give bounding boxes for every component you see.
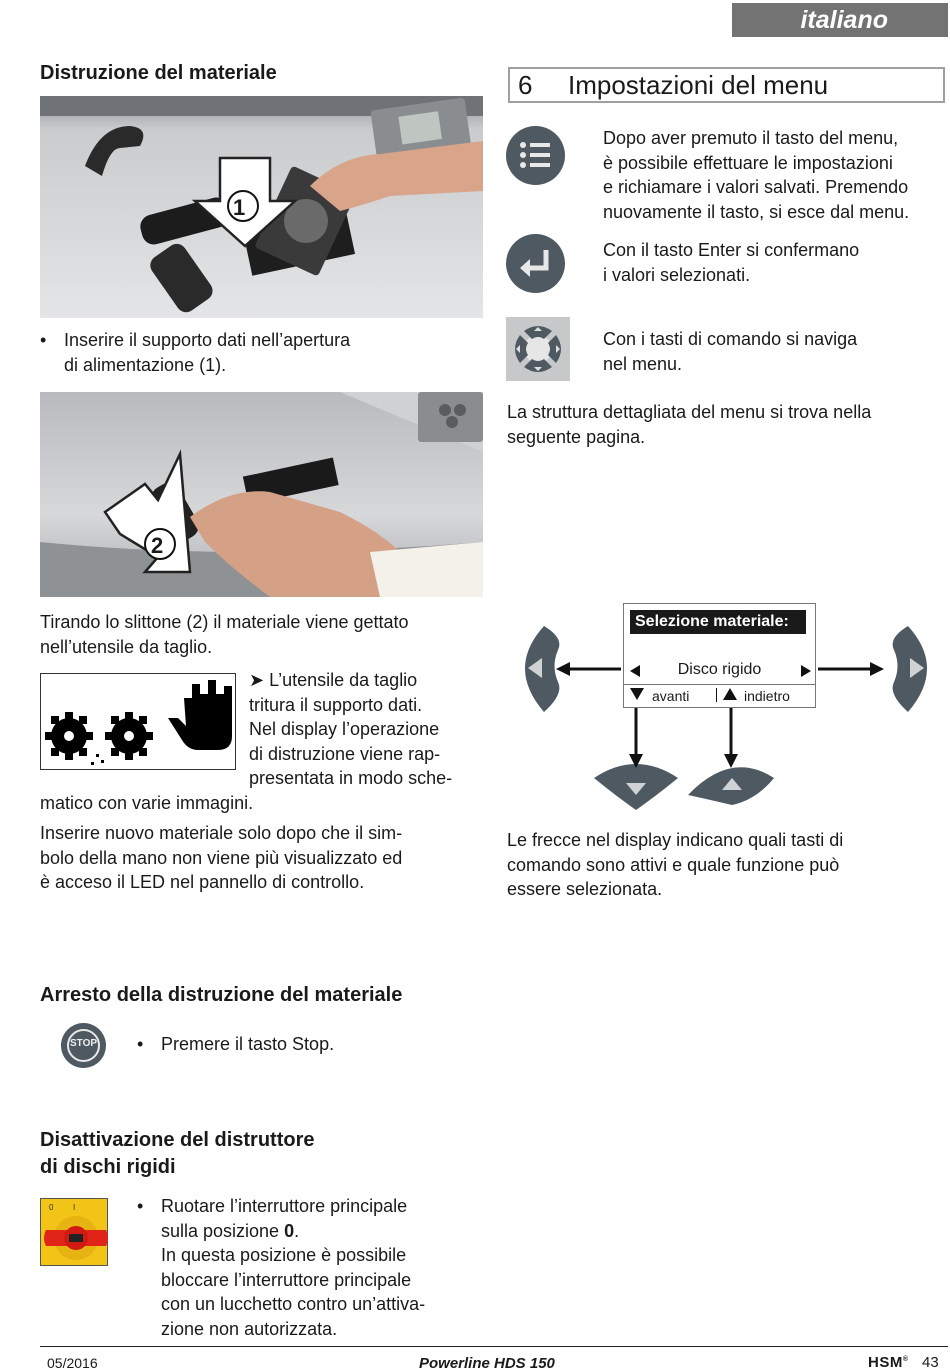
photo-pull-slider — [40, 392, 483, 597]
right-arrow-icon — [799, 665, 811, 677]
arrows-description-line: Le frecce nel display indicano quali tasti di — [507, 830, 844, 850]
bullet-switch-line2 — [161, 1219, 487, 1244]
photo2-marker: 2 — [151, 533, 164, 558]
heading-line1: Disattivazione del distruttore — [40, 1129, 315, 1151]
language-tab: italiano — [732, 3, 948, 37]
footer-product: Powerline HDS 150 — [419, 1355, 555, 1372]
bullet-insert-line2: di alimentazione (1). — [64, 354, 227, 375]
navigation-description-line: nel menu. — [603, 353, 683, 374]
paragraph-slider-line2: nell’utensile da taglio. — [40, 636, 213, 657]
bullet-insert-line1: Inserire il supporto dati nell’apertura — [64, 330, 351, 350]
switch-note-line: con un lucchetto contro un’attiva- — [161, 1294, 426, 1314]
arrows-description-line: essere selezionata. — [507, 879, 663, 899]
structure-note-line: La struttura dettagliata del menu si trova nella — [507, 402, 872, 422]
section-heading-deactivate — [40, 1127, 315, 1181]
lcd-title: Selezione materiale: — [630, 610, 806, 634]
menu-description-line: nuovamente il tasto, si esce dal menu. — [603, 201, 910, 222]
lcd-back-label: indietro — [744, 688, 790, 704]
up-arrow-icon — [723, 688, 737, 700]
enter-description-line: i valori selezionati. — [603, 264, 751, 285]
lcd-forward-label: avanti — [652, 688, 690, 704]
enter-button-icon — [506, 234, 565, 293]
footer-rule — [40, 1346, 948, 1347]
paragraph-new-material — [40, 821, 485, 895]
chapter-heading — [508, 67, 945, 103]
paragraph-line: bolo della mano non viene più visualizzato ed — [40, 847, 403, 868]
enter-description — [603, 238, 948, 287]
result-line: presentata in modo sche- — [249, 768, 453, 788]
footer-brand-logo: HSM® — [868, 1354, 909, 1371]
navigation-description-line: Con i tasti di comando si naviga — [603, 329, 858, 349]
menu-description-line: è possibile effettuare le impostazioni — [603, 152, 893, 173]
bullet-insert: • Inserire il supporto dati nell’apertura di alimentazione (1). — [40, 328, 480, 377]
result-line: Nel display l’operazione — [249, 719, 440, 739]
heading-line2: di dischi rigidi — [40, 1156, 176, 1178]
footer-date: 05/2016 — [47, 1355, 98, 1371]
down-arrow-icon — [630, 688, 644, 700]
bullet-switch-line2-text: sulla posizione — [161, 1220, 285, 1241]
photo1-marker: 1 — [233, 195, 246, 220]
section-heading-destruction: Distruzione del materiale — [40, 62, 277, 84]
bullet-switch-line2-end: . — [294, 1220, 300, 1241]
navigation-description — [603, 327, 948, 376]
result-line: di distruzione viene rap- — [249, 743, 441, 764]
arrows-description — [507, 828, 947, 902]
menu-description — [603, 126, 948, 224]
menu-button-icon — [506, 126, 565, 185]
main-switch-illustration — [40, 1198, 108, 1266]
arrows-description-line: comando sono attivi e quale funzione può — [507, 854, 840, 875]
paragraph-slider-line1: Tirando lo slittone (2) il materiale viene gettato — [40, 612, 409, 632]
navigation-pad-icon — [506, 317, 570, 381]
lcd-separator — [624, 684, 815, 685]
section-heading-stop: Arresto della distruzione del materiale — [40, 984, 403, 1006]
photo-insert-illustration — [40, 96, 483, 318]
menu-list-icon — [506, 126, 565, 185]
chapter-title: Impostazioni del menu — [568, 70, 829, 100]
result-line: tritura il supporto dati. — [249, 694, 423, 715]
chapter-number: 6 — [518, 70, 533, 100]
result-line: ➤ L’utensile da taglio — [249, 670, 418, 690]
paragraph-line: Inserire nuovo materiale solo dopo che il sim- — [40, 823, 403, 843]
stop-label: STOP — [69, 1038, 98, 1049]
switch-position-value: 0 — [284, 1220, 295, 1241]
stop-button-icon — [61, 1023, 106, 1068]
result-continuation: matico con varie immagini. — [40, 793, 254, 813]
switch-note-line: In questa posizione è possibile — [161, 1245, 407, 1265]
gear-hand-icon — [41, 674, 234, 768]
structure-note-line: seguente pagina. — [507, 426, 646, 447]
bullet-stop-text: Premere il tasto Stop. — [161, 1034, 335, 1054]
paragraph-slider — [40, 610, 485, 659]
main-switch-icon — [40, 1198, 108, 1266]
lcd-divider — [716, 688, 717, 702]
bullet-switch: • Ruotare l’interruttore principale sulla posizione 0. In questa posizione è possibile bloccare l’interruttore principale con un lucchetto contro un’attiva- zione non autorizzata. — [137, 1194, 487, 1341]
shredding-display-symbol — [40, 673, 236, 770]
switch-note-line: bloccare l’interruttore principale — [161, 1269, 412, 1290]
bullet-switch-line1: Ruotare l’interruttore principale — [161, 1196, 408, 1216]
svg-text:I: I — [73, 1203, 76, 1212]
lcd-display — [623, 603, 816, 708]
photo-slider-illustration — [40, 392, 483, 597]
enter-arrow-icon — [506, 234, 565, 293]
page-number: 43 — [922, 1354, 939, 1371]
paragraph-line: è acceso il LED nel pannello di controllo. — [40, 872, 365, 892]
svg-text:0: 0 — [49, 1203, 54, 1212]
enter-description-line: Con il tasto Enter si confermano — [603, 240, 860, 260]
structure-note — [507, 400, 947, 449]
lcd-value: Disco rigido — [677, 661, 762, 678]
bullet-stop: • Premere il tasto Stop. — [137, 1034, 335, 1054]
result-block — [249, 668, 489, 791]
switch-note-line: zione non autorizzata. — [161, 1318, 338, 1339]
photo-insert-media — [40, 96, 483, 318]
brand-name: HSM — [868, 1354, 903, 1371]
menu-description-line: Dopo aver premuto il tasto del menu, — [603, 128, 899, 148]
menu-description-line: e richiamare i valori salvati. Premendo — [603, 177, 909, 197]
navigation-keys-icon — [506, 317, 570, 381]
